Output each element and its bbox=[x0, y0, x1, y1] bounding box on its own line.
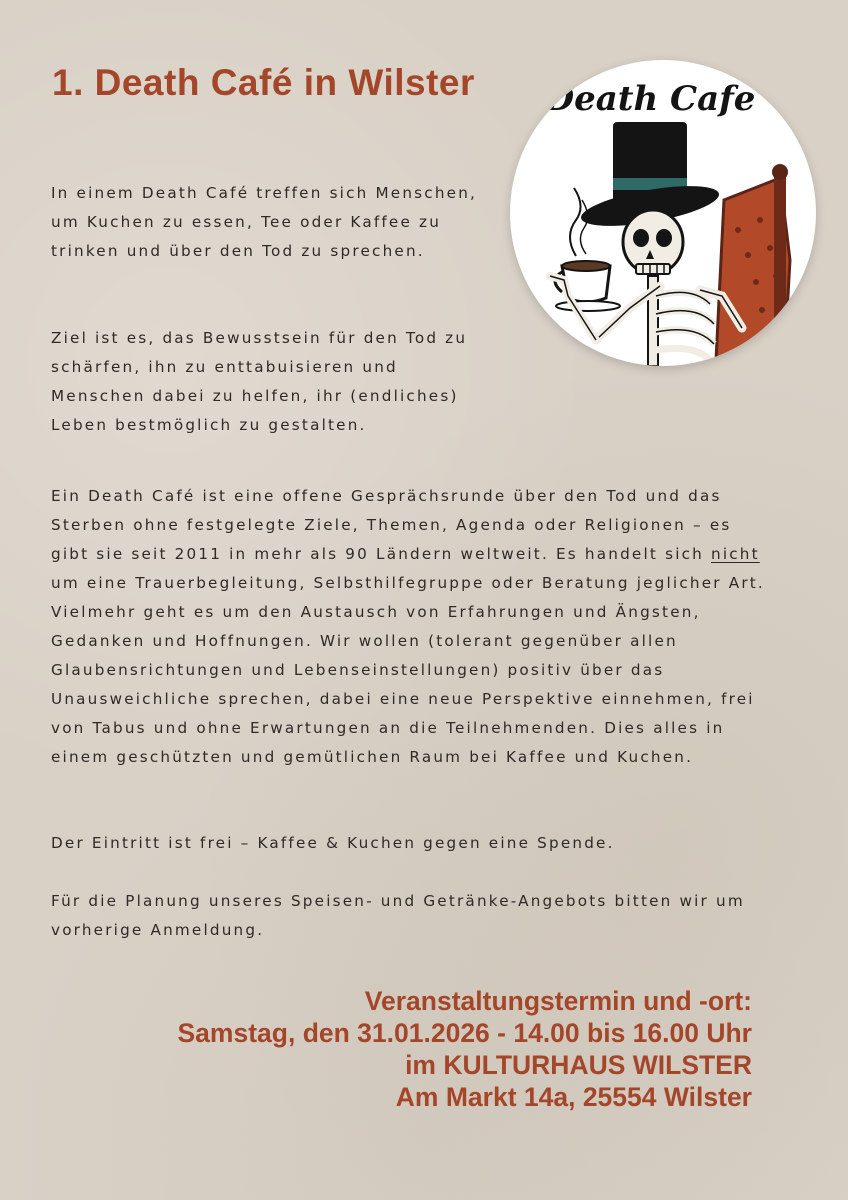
registration-paragraph: Für die Planung unseres Speisen- und Getränke-Angebots bitten wir um vorherige Anmeldung. bbox=[51, 892, 745, 939]
logo-text: Death Cafe bbox=[544, 79, 756, 119]
event-details bbox=[178, 985, 753, 1113]
skeleton-coffee-icon bbox=[510, 60, 816, 366]
intro-paragraph: In einem Death Café treffen sich Menschen, um Kuchen zu essen, Tee oder Kaffee zu trinken und über den Tod zu sprechen. bbox=[51, 184, 478, 260]
description-text-after: um eine Trauerbegleitung, Selbsthilfegruppe oder Beratung jeglicher Art. Vielmehr geht es um den Austausch von Erfahrungen und Ängsten, Gedanken und Hoffnungen. Wir wollen (tolerant gegenüber allen Glaubensrichtungen und Lebenseinstellungen) positiv über das Unausweichliche sprechen, dabei eine neue Perspektive einnehmen, frei von Tabus und ohne Erwartungen an die Teilnehmenden. Dies alles in einem geschützten und gemütlichen Raum bei Kaffee und Kuchen. bbox=[51, 574, 765, 766]
event-date-time: Samstag, den 31.01.2026 - 14.00 bis 16.00 Uhr bbox=[177, 1018, 752, 1048]
admission-paragraph: Der Eintritt ist frei – Kaffee & Kuchen gegen eine Spende. bbox=[51, 834, 615, 852]
death-cafe-logo bbox=[510, 60, 816, 366]
description-underlined-word: nicht bbox=[711, 545, 760, 563]
description-paragraph bbox=[51, 482, 771, 772]
page-title: 1. Death Café in Wilster bbox=[52, 62, 475, 103]
event-venue: im KULTURHAUS WILSTER bbox=[405, 1050, 752, 1080]
event-heading: Veranstaltungstermin und -ort: bbox=[364, 986, 752, 1016]
event-address: Am Markt 14a, 25554 Wilster bbox=[395, 1082, 752, 1112]
description-text-before: Ein Death Café ist eine offene Gesprächsrunde über den Tod und das Sterben ohne festgelegte Ziele, Themen, Agenda oder Religionen – es gibt sie seit 2011 in mehr als 90 Ländern weltweit. Es handelt sich bbox=[51, 487, 732, 563]
goal-paragraph: Ziel ist es, das Bewusstsein für den Tod zu schärfen, ihn zu enttabuisieren und Menschen dabei zu helfen, ihr (endliches) Leben bestmöglich zu gestalten. bbox=[51, 329, 468, 434]
